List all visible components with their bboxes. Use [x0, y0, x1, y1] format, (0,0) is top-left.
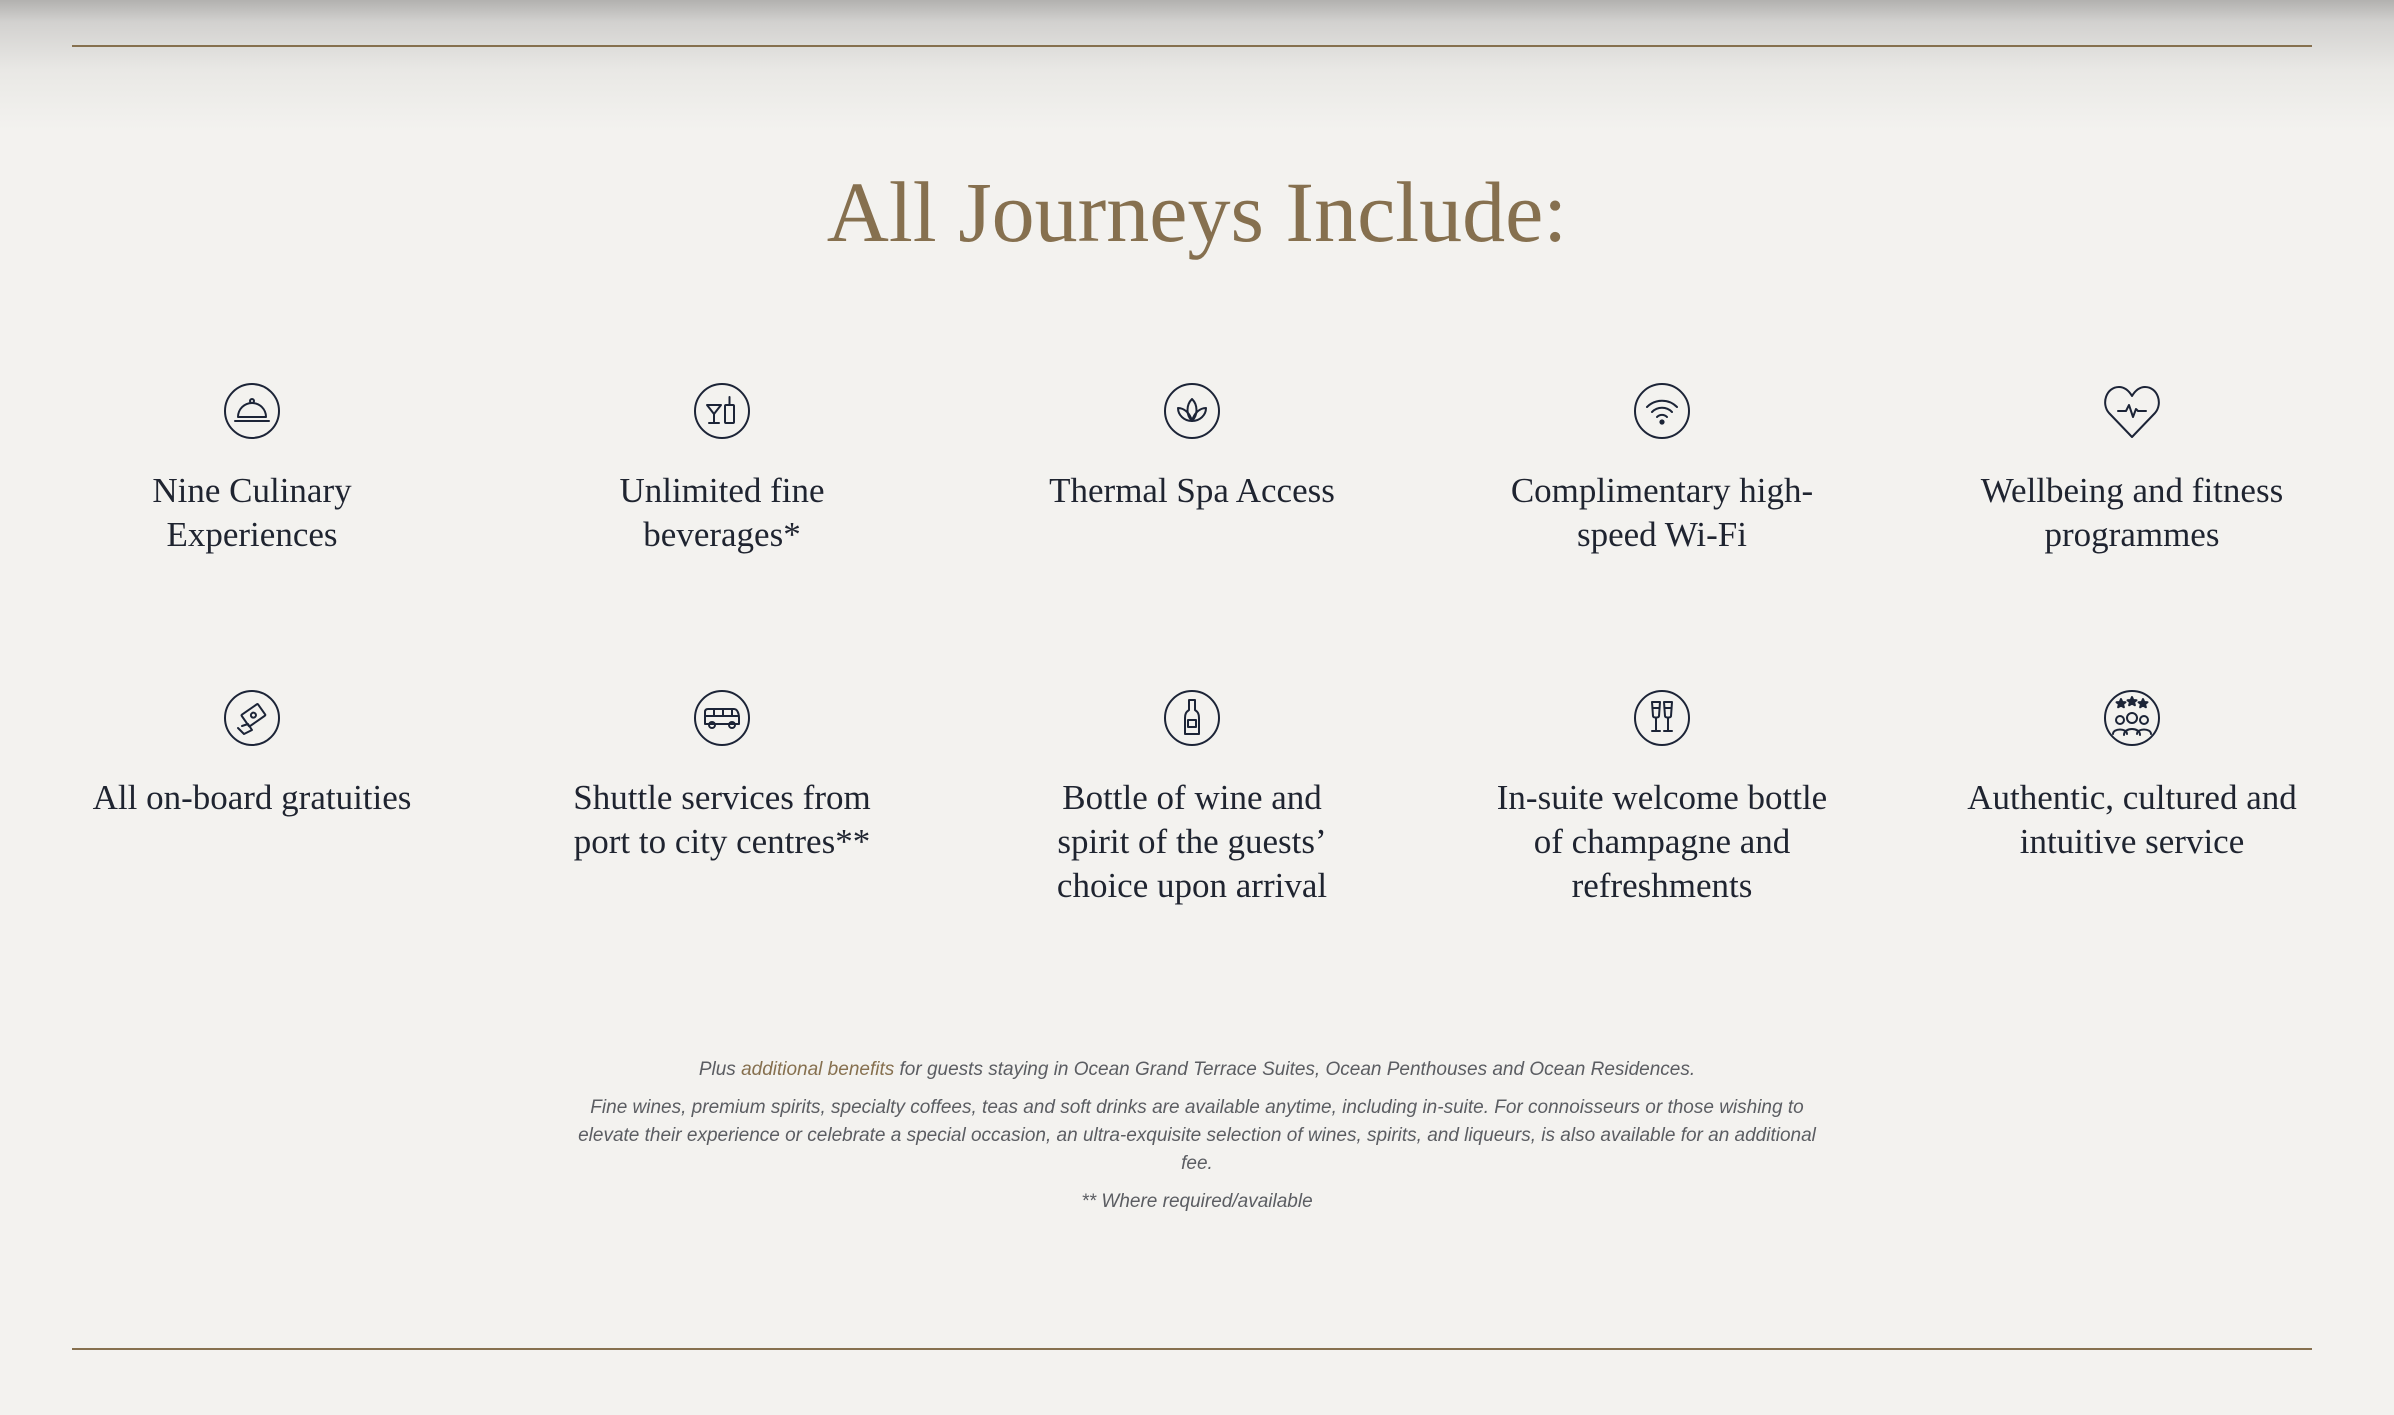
heart-pulse-icon: [2102, 381, 2162, 441]
lotus-icon: [1162, 381, 1222, 441]
feature-spa: [982, 381, 1402, 513]
additional-benefits-link[interactable]: additional benefits: [741, 1059, 895, 1080]
feature-label: Thermal Spa Access: [1049, 471, 1335, 510]
cocktail-bottle-icon: [692, 381, 752, 441]
feature-label: Shuttle services from port to city centres**: [573, 778, 871, 861]
top-shade: [0, 0, 2394, 130]
feature-label: Complimentary high-speed Wi-Fi: [1510, 471, 1814, 554]
feature-label: In-suite welcome bottle of champagne and refreshments: [1496, 778, 1828, 905]
feature-label: Nine Culinary Experiences: [152, 471, 352, 554]
top-divider: [72, 45, 2312, 47]
cloche-icon: [222, 381, 282, 441]
feature-gratuities: [42, 688, 462, 820]
feature-service: [1922, 688, 2342, 864]
stars-people-icon: [2102, 688, 2162, 748]
shuttle-footnote: ** Where required/available: [1081, 1191, 1313, 1212]
feature-shuttle: [512, 688, 932, 864]
feature-champagne: [1452, 688, 1872, 908]
feature-wellbeing: [1922, 381, 2342, 557]
wine-bottle-icon: [1162, 688, 1222, 748]
shuttle-bus-icon: [692, 688, 752, 748]
hand-money-icon: [222, 688, 282, 748]
feature-culinary: [42, 381, 462, 557]
feature-label: Authentic, cultured and intuitive service: [1967, 778, 2297, 861]
feature-wine-spirit: [982, 688, 1402, 908]
section-heading: All Journeys Include:: [826, 164, 1568, 260]
footnotes: [560, 1056, 1834, 1226]
champagne-glasses-icon: [1632, 688, 1692, 748]
benefits-prefix: Plus: [698, 1059, 742, 1080]
wifi-icon: [1632, 381, 1692, 441]
feature-label: All on-board gratuities: [92, 778, 412, 817]
feature-label: Bottle of wine and spirit of the guests’ choice upon arrival: [1056, 778, 1328, 905]
feature-beverages: [512, 381, 932, 557]
additional-benefits-note: [560, 1056, 1834, 1084]
feature-label: Unlimited fine beverages*: [619, 471, 825, 554]
bottom-divider: [72, 1348, 2312, 1350]
feature-wifi: [1452, 381, 1872, 557]
feature-label: Wellbeing and fitness programmes: [1980, 471, 2284, 554]
benefits-suffix: for guests staying in Ocean Grand Terrace Suites, Ocean Penthouses and Ocean Residences.: [894, 1059, 1696, 1080]
beverages-footnote: Fine wines, premium spirits, specialty coffees, teas and soft drinks are available anytime, including in-suite. For connoisseurs or those wishing to elevate their experience or celebrate a special occasion, an ultra-exquisite selection of wines, spirits, and liqueurs, is also available for an additional fee.: [578, 1097, 1816, 1174]
